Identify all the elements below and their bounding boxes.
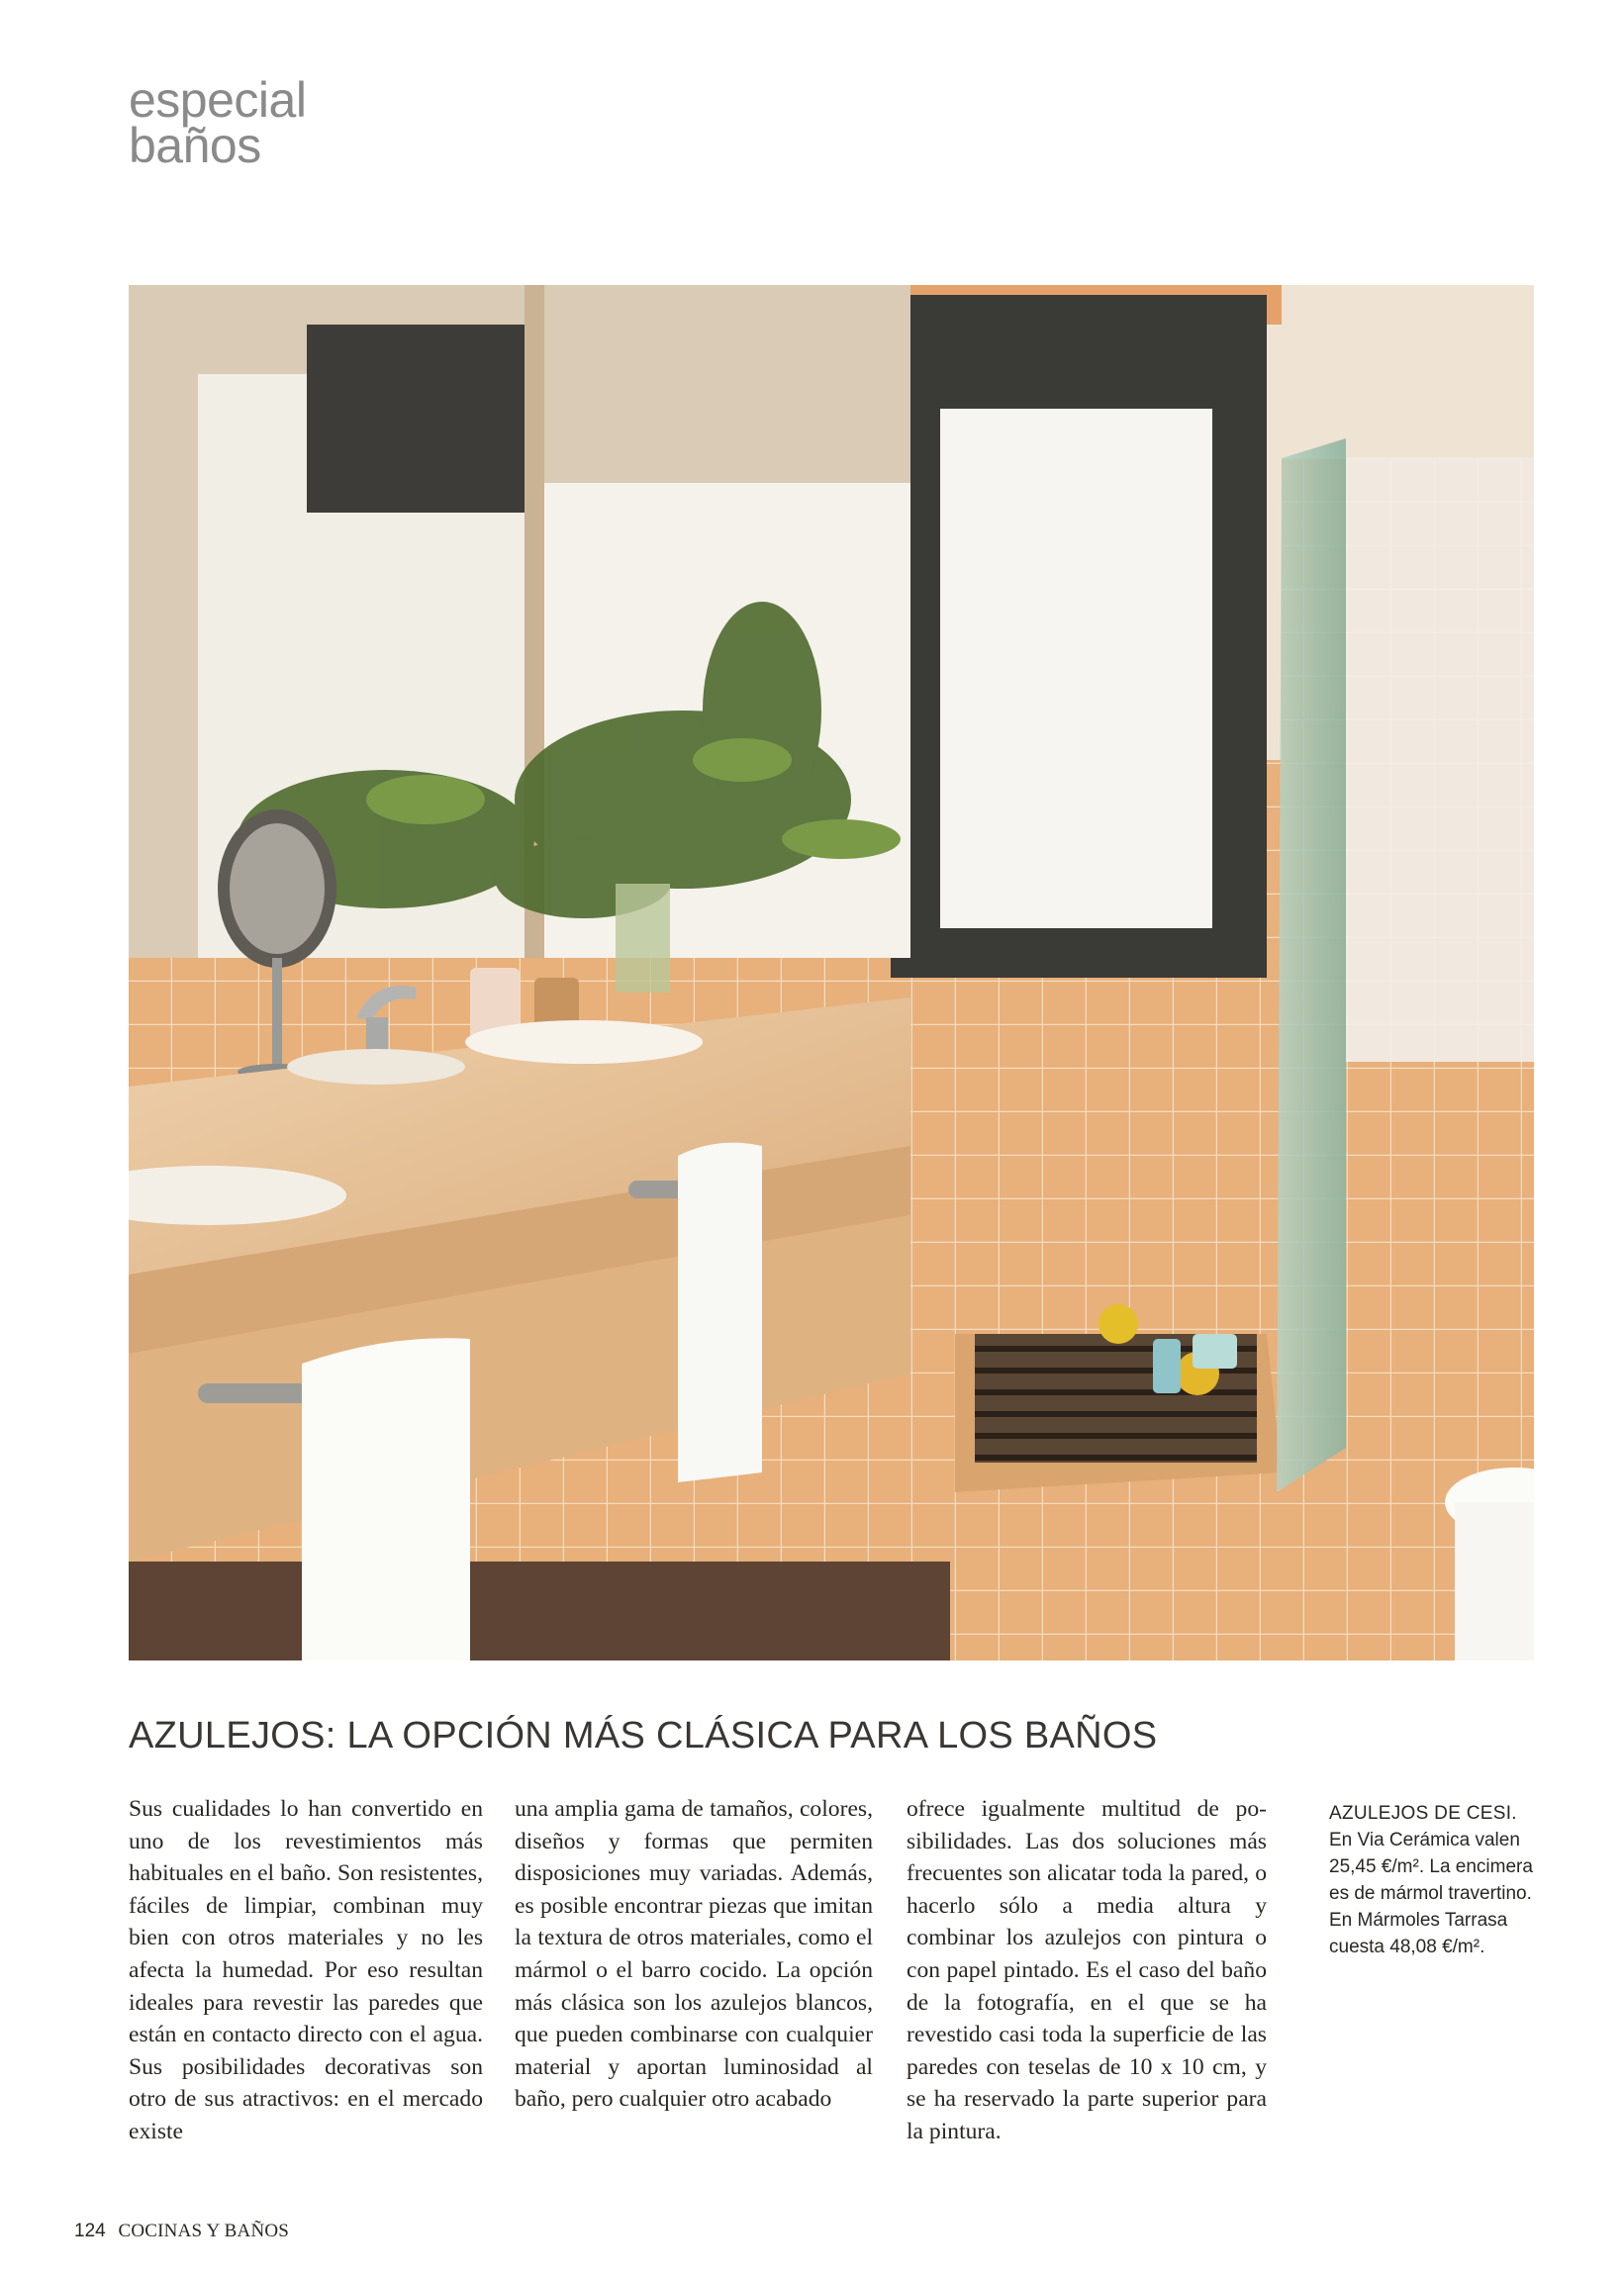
- body-column-2: una amplia gama de tamaños, colores, diseños y formas que permiten disposiciones muy variadas. Además, es posible encontrar piezas que imitan la textura de otros materiales, como el mármol o el barro cocido. La opción más clásica son los azulejos blancos, que pueden combinarse con cualquier material y aportan luminosidad al baño, pero cualquier otro acabado: [515, 1796, 873, 2113]
- photo-caption: [1329, 1800, 1534, 1960]
- article-headline: AZULEJOS: LA OPCIÓN MÁS CLÁSICA PARA LOS BAÑOS: [129, 1715, 1158, 1756]
- body-column-3: ofrece igualmente multitud de posibilidades. Las dos soluciones más frecuentes son alicatar toda la pared, o hacerlo sólo a media altura y combinar los azulejos con pintura o con papel pintado. Es el caso del baño de la fotografía, en el que se ha revestido casi toda la superficie de las paredes con teselas de 10 x 10 cm, y se ha reservado la parte superior para la pintura.: [907, 1796, 1267, 2144]
- page-number: 124: [74, 2221, 106, 2241]
- section-tag-line1: especial: [129, 72, 307, 128]
- caption-text: En Via Cerámica valen 25,45 €/m². La encimera es de mármol travertino. En Mármoles Tarrasa cuesta 48,08 €/m².: [1329, 1830, 1533, 1957]
- section-tag: [129, 72, 307, 173]
- caption-heading: AZULEJOS DE CESI.: [1329, 1803, 1517, 1824]
- body-column-1: Sus cualidades lo han convertido en uno de los revestimientos más habituales en el baño. Son resistentes, fáciles de limpiar, combinan muy bien con otros materiales y no les afecta la humedad. Por eso resultan ideales para revestir las paredes que están en contacto directo con el agua. Sus posibilidades decorativas son otro de sus atractivos: en el mercado existe: [129, 1796, 483, 2144]
- page-footer: [74, 2221, 289, 2242]
- bathroom-photo: [129, 285, 1534, 1660]
- section-tag-line2: baños: [129, 118, 261, 173]
- magazine-name: COCINAS Y BAÑOS: [118, 2221, 290, 2241]
